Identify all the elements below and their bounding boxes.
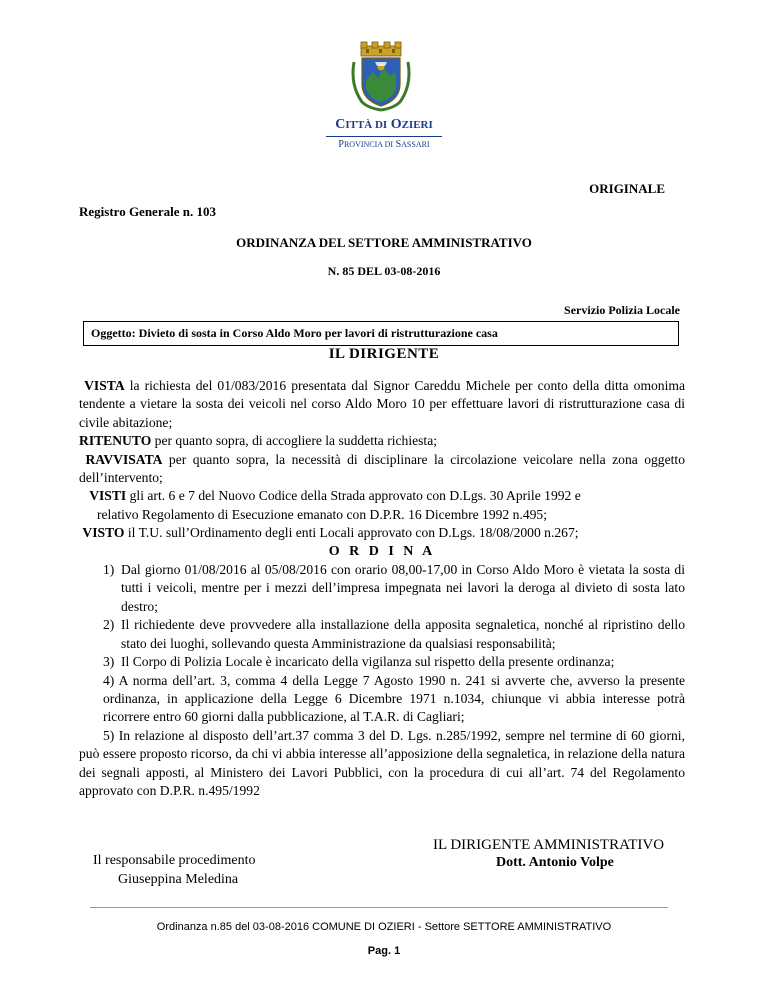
procedure-manager-title: Il responsabile procedimento [93,853,256,868]
vista-paragraph: VISTA la richiesta del 01/083/2016 presentata dal Signor Careddu Michele per conto della ditta omonima tendente a vietare la sosta dei veicoli nel corso Aldo Moro 10 per effettuare lavori di ristrutturazione casa di civile abitazione; [79,378,685,430]
ordina-heading: O R D I N A [328,543,436,559]
province-name: PROVINCIA DI SASSARI [338,139,430,150]
footer-divider [90,907,668,908]
service-name: Servizio Polizia Locale [564,303,680,317]
signer-name: Dott. Antonio Volpe [496,855,614,870]
visto-paragraph: VISTO il T.U. sull’Ordinamento degli enti Locali approvato con D.Lgs. 18/08/2000 n.267; [82,525,579,541]
section-heading: IL DIRIGENTE [328,346,440,362]
ravvisata-paragraph: RAVVISATA per quanto sopra, la necessità di disciplinare la circolazione veicolare nella zona oggetto dell’intervento; [79,451,685,486]
subject-text: Oggetto: Divieto di sosta in Corso Aldo Moro per lavori di ristrutturazione casa [91,326,498,340]
ordinance-title: ORDINANZA DEL SETTORE AMMINISTRATIVO [236,235,532,250]
original-label: ORIGINALE [589,181,665,196]
page-number: Pag. 1 [367,945,401,957]
signer-title: IL DIRIGENTE AMMINISTRATIVO [433,837,665,853]
list-item: 2) Il richiedente deve provvedere alla installazione della apposita segnaletica, nonché al ripristino dello stato dei luoghi, sollevando questa Amministrazione da qualsiasi responsabilità; [103,617,685,651]
paragraph-5: 5) In relazione al disposto dell’art.37 comma 3 del D. Lgs. n.285/1992, sempre nel termine di 60 giorni, può essere proposto ricorso, da chi vi abbia interesse all’apposizione della segnaletica, in relazione della natura dei segnali apposti, al Ministero dei Lavori Pubblici, con la procedura di cui all’art. 74 del Regolamento approvato con D.P.R. n.495/1992 [79,727,685,798]
procedure-manager-name: Giuseppina Meledina [118,872,239,887]
city-crest-icon [348,40,414,112]
header-divider [326,136,442,137]
list-item: 3) Il Corpo di Polizia Locale è incaricato della vigilanza sul rispetto della presente ordinanza; [103,654,615,670]
ordinance-body [79,377,685,800]
visti-paragraph: VISTI gli art. 6 e 7 del Nuovo Codice della Strada approvato con D.Lgs. 30 Aprile 1992 e [89,488,581,504]
ordinance-number: N. 85 DEL 03-08-2016 [327,264,441,278]
register-number: Registro Generale n. 103 [79,204,216,219]
city-name: CITTÀ DI OZIERI [335,117,433,132]
footer-text: Ordinanza n.85 del 03-08-2016 COMUNE DI OZIERI - Settore SETTORE AMMINISTRATIVO [156,921,612,933]
list-item: 1) Dal giorno 01/08/2016 al 05/08/2016 con orario 08,00-17,00 in Corso Aldo Moro è vietata la sosta di tutti i veicoli, mentre per i mezzi dell’impresa impegnata nei lavori la deroga al divieto di sosta lato destro; [103,562,685,614]
visti-paragraph-cont: relativo Regolamento di Esecuzione emanato con D.P.R. 16 Dicembre 1992 n.495; [97,506,547,522]
ritenuto-paragraph: RITENUTO per quanto sopra, di accogliere la suddetta richiesta; [79,433,438,449]
paragraph-4: 4) A norma dell’art. 3, comma 4 della Legge 7 Agosto 1990 n. 241 si avverte che, avverso la presente ordinanza, in applicazione della Legge 6 Dicembre 1971 n.1034, chiunque vi abbia interesse potrà ricorrere entro 60 giorni dalla pubblicazione, al T.A.R. di Cagliari; [103,672,685,725]
